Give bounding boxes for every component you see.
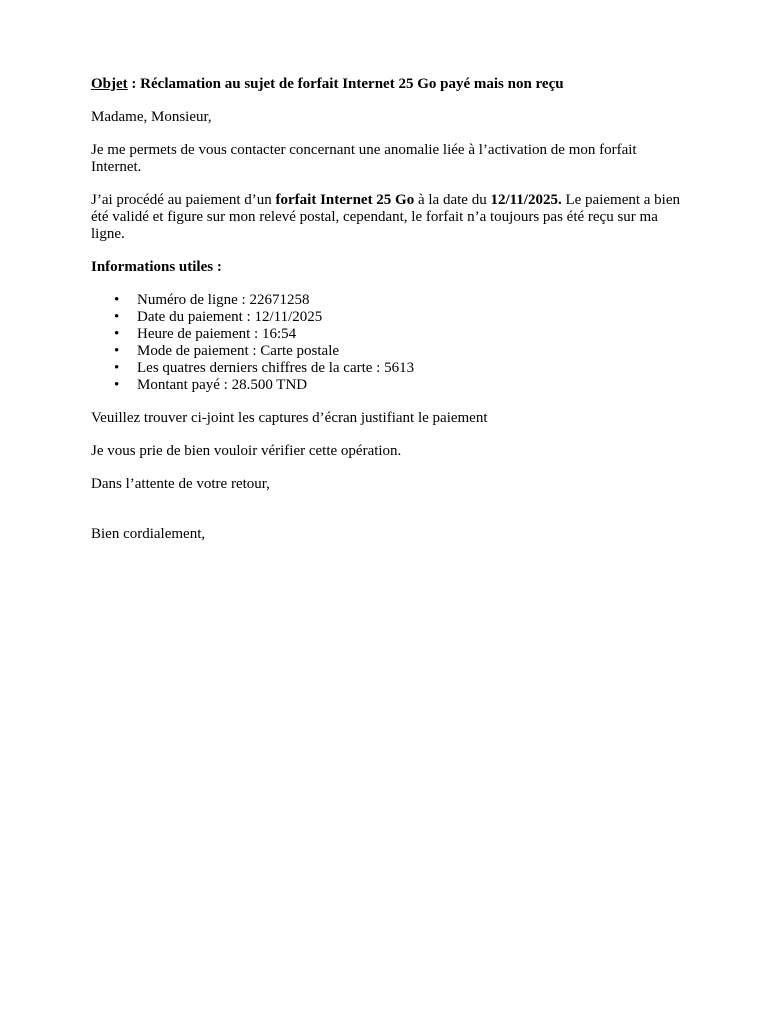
intro-paragraph: Je me permets de vous contacter concernant une anomalie liée à l’activation de mon forfait Internet.: [91, 142, 637, 175]
bullet-icon: •: [114, 292, 120, 308]
info-item-amount: [91, 377, 681, 394]
subject-label: Objet: [91, 76, 128, 92]
info-item-text: Montant payé : 28.500 TND: [137, 377, 308, 393]
request-paragraph: Je vous prie de bien vouloir vérifier cette opération.: [91, 443, 402, 459]
info-item-line-number: [91, 292, 681, 309]
payment-paragraph: [91, 192, 681, 243]
info-item-card-digits: [91, 360, 681, 377]
payment-text-3: Le paiement a bien été validé et figure sur mon relevé postal, cependant, le forfait n’a toujours pas été reçu sur ma ligne.: [91, 192, 680, 242]
waiting-line: Dans l’attente de votre retour,: [91, 476, 270, 492]
payment-text-1: J’ai procédé au paiement d’un: [91, 192, 276, 208]
attachments-paragraph: Veuillez trouver ci-joint les captures d’écran justifiant le paiement: [91, 410, 488, 426]
info-item-text: Mode de paiement : Carte postale: [137, 343, 340, 359]
greeting: Madame, Monsieur,: [91, 109, 212, 125]
subject-line: [91, 76, 681, 93]
info-item-text: Date du paiement : 12/11/2025: [137, 309, 323, 325]
payment-plan: forfait Internet 25 Go: [275, 192, 415, 208]
bullet-icon: •: [114, 309, 120, 325]
info-item-payment-method: [91, 343, 681, 360]
info-item-text: Les quatres derniers chiffres de la carte : 5613: [137, 360, 415, 376]
signoff: Bien cordialement,: [91, 526, 206, 542]
subject-text: : Réclamation au sujet de forfait Internet 25 Go payé mais non reçu: [127, 76, 564, 92]
bullet-icon: •: [114, 360, 120, 376]
info-item-text: Numéro de ligne : 22671258: [137, 292, 310, 308]
bullet-icon: •: [114, 343, 120, 359]
payment-text-2: à la date du: [414, 192, 491, 208]
letter-page: [91, 76, 681, 543]
info-item-payment-time: [91, 326, 681, 343]
bullet-icon: •: [114, 377, 120, 393]
payment-date: 12/11/2025.: [490, 192, 562, 208]
info-list: [91, 292, 681, 394]
info-item-payment-date: [91, 309, 681, 326]
bullet-icon: •: [114, 326, 120, 342]
info-heading: Informations utiles :: [91, 259, 222, 275]
info-item-text: Heure de paiement : 16:54: [137, 326, 297, 342]
